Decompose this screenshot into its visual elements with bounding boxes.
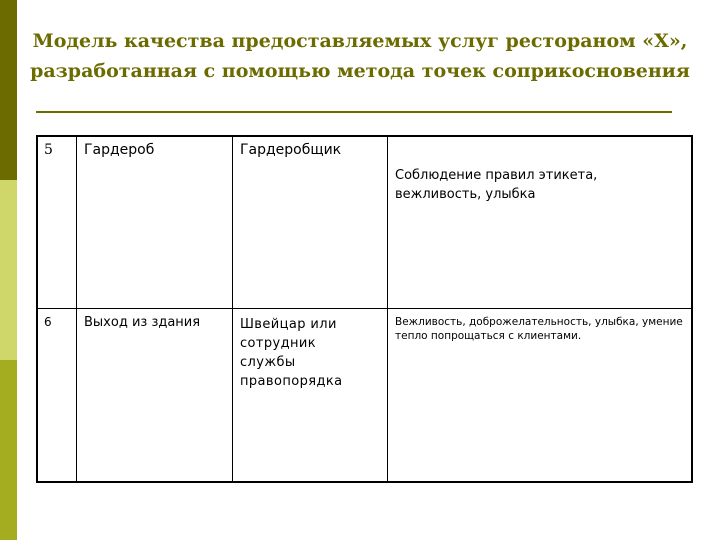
table-border-left bbox=[36, 135, 38, 483]
column-divider-1 bbox=[76, 135, 77, 483]
slide-title-line-2: разработанная с помощью метода точек соприкосновения bbox=[30, 60, 690, 82]
slide-title bbox=[30, 26, 690, 86]
table-cell-place: Выход из здания bbox=[84, 315, 201, 330]
row-divider bbox=[36, 308, 693, 309]
slide-title-line-1: Модель качества предоставляемых услуг рестораном «Х», bbox=[32, 30, 688, 52]
side-bar-dark bbox=[0, 0, 17, 180]
table-cell-staff: Гардеробщик bbox=[240, 142, 342, 158]
table-cell-staff: Швейцар или сотрудник службы правопорядка bbox=[240, 317, 343, 389]
table-cell-quality: Соблюдение правил этикета, вежливость, улыбка bbox=[395, 168, 598, 202]
title-divider bbox=[36, 111, 672, 113]
table-cell-quality: Вежливость, доброжелательность, улыбка, умение тепло попрощаться с клиентами. bbox=[395, 316, 683, 342]
table-cell-number: 5 bbox=[44, 142, 53, 158]
table-border-bottom bbox=[36, 481, 693, 483]
service-quality-table bbox=[36, 135, 693, 483]
table-cell-number: 6 bbox=[44, 315, 52, 329]
column-divider-2 bbox=[232, 135, 233, 483]
column-divider-3 bbox=[387, 135, 388, 483]
table-border-top bbox=[36, 135, 693, 137]
side-bar-light bbox=[0, 180, 17, 360]
table-cell-place: Гардероб bbox=[84, 142, 155, 158]
table-border-right bbox=[691, 135, 693, 483]
side-bar-medium bbox=[0, 360, 17, 540]
